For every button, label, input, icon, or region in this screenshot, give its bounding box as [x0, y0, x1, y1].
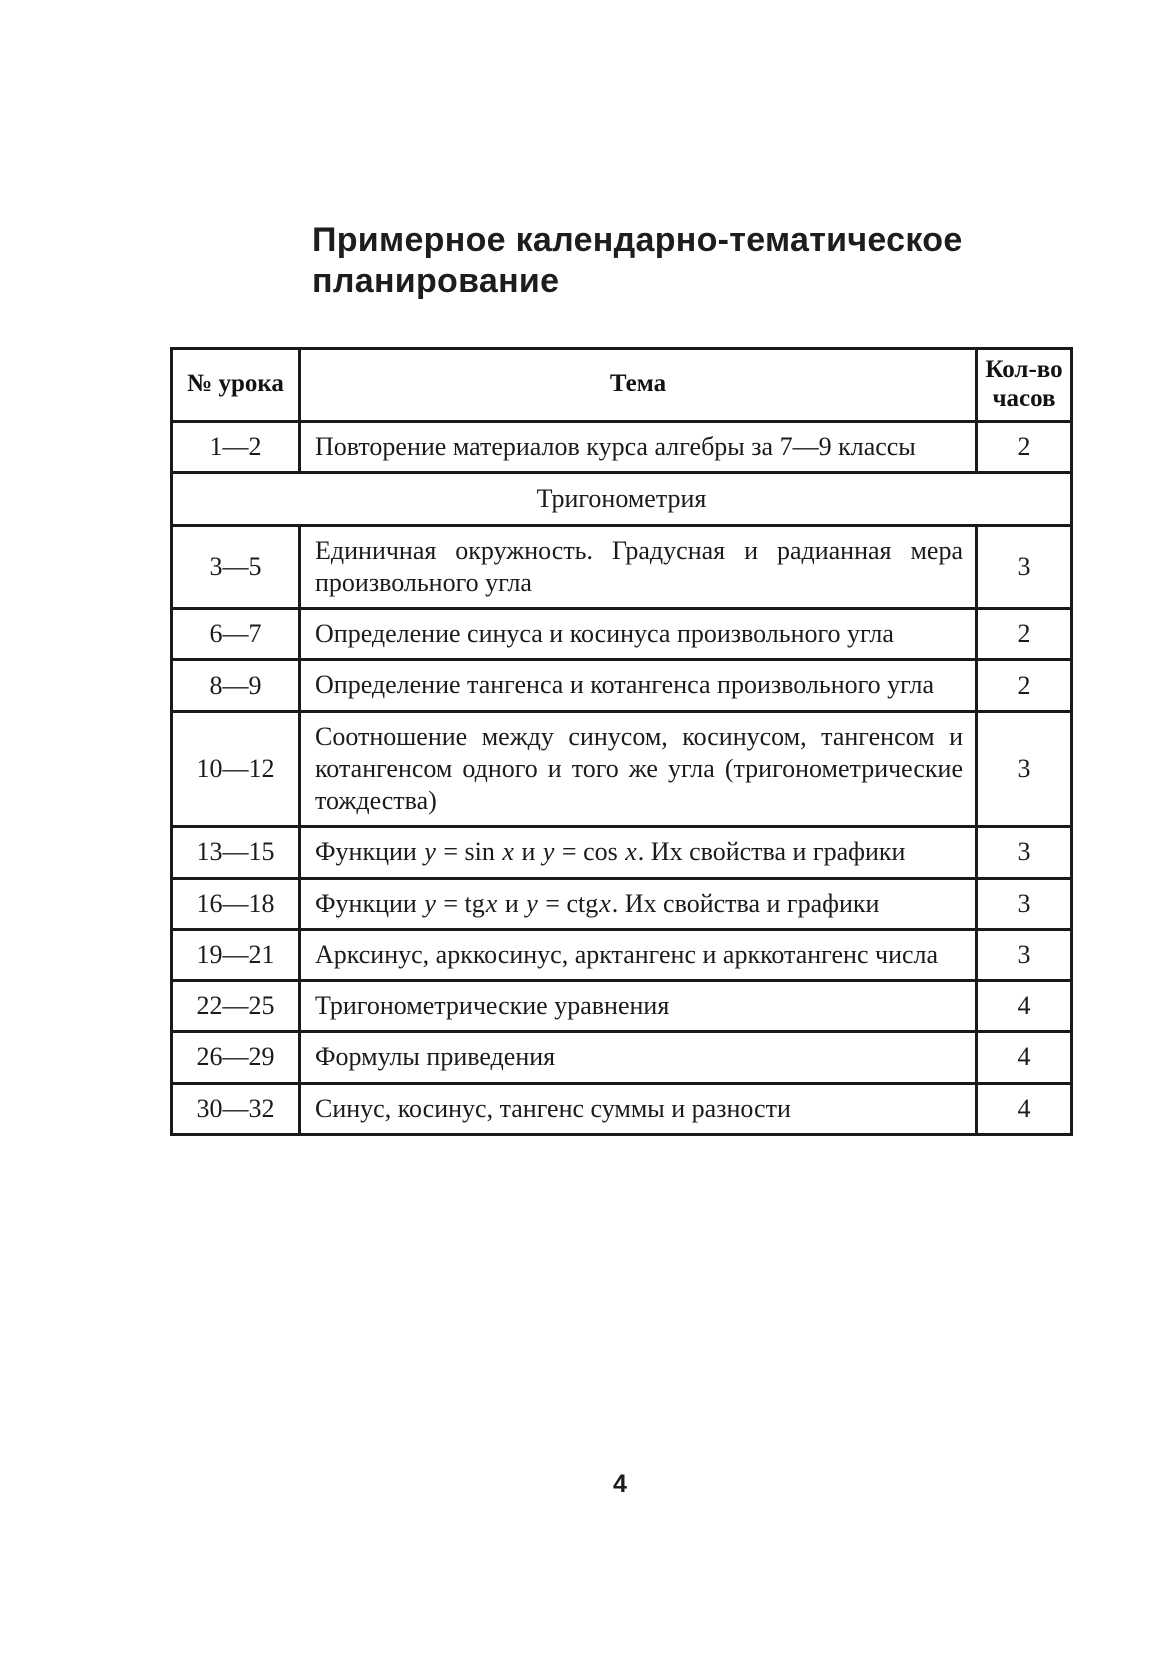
table-row: [172, 1083, 1072, 1134]
lesson-number-cell: 10—12: [172, 711, 300, 827]
lesson-number-cell: 19—21: [172, 929, 300, 980]
table-row: [172, 660, 1072, 711]
header-row: [172, 349, 1072, 422]
math-variable: x: [625, 837, 637, 867]
table-row: [172, 609, 1072, 660]
theme-cell: Определение тангенса и котангенса произвольного угла: [300, 660, 977, 711]
math-variable: x: [502, 837, 514, 867]
header-lesson-number: № урока: [172, 349, 300, 422]
lesson-number-cell: 26—29: [172, 1032, 300, 1083]
theme-cell: Формулы приведения: [300, 1032, 977, 1083]
math-variable: x: [485, 888, 498, 918]
theme-cell: Единичная окружность. Градусная и радианная мера произвольного угла: [300, 525, 977, 608]
math-variable: y: [526, 888, 538, 918]
lesson-number-cell: 13—15: [172, 827, 300, 878]
hours-cell: 4: [977, 981, 1072, 1032]
table-row: [172, 929, 1072, 980]
hours-cell: 3: [977, 929, 1072, 980]
section-row: [172, 472, 1072, 525]
theme-cell: Функции y = tgx и y = ctgx. Их свойства и графики: [300, 878, 977, 929]
lesson-number-cell: 3—5: [172, 525, 300, 608]
table-row: [172, 878, 1072, 929]
table-row: [172, 525, 1072, 608]
hours-cell: 3: [977, 711, 1072, 827]
page-title: Примерное календарно-тематическое планирование: [312, 221, 963, 300]
math-variable: y: [542, 837, 555, 867]
page-number: 4: [613, 1470, 627, 1498]
table-body: [172, 421, 1072, 1134]
table-row: [172, 827, 1072, 878]
table-row: [172, 711, 1072, 827]
theme-cell: Функции y = sin x и y = cos x. Их свойства и графики: [300, 827, 977, 878]
table-row: [172, 981, 1072, 1032]
lesson-number-cell: 30—32: [172, 1083, 300, 1134]
table-row: [172, 421, 1072, 472]
header-theme: Тема: [300, 349, 977, 422]
theme-cell: Арксинус, арккосинус, арктангенс и арккотангенс числа: [300, 929, 977, 980]
hours-cell: 2: [977, 609, 1072, 660]
table-header: [172, 349, 1072, 422]
hours-cell: 3: [977, 878, 1072, 929]
hours-cell: 2: [977, 660, 1072, 711]
lesson-number-cell: 1—2: [172, 421, 300, 472]
theme-cell: Повторение материалов курса алгебры за 7—9 классы: [300, 421, 977, 472]
hours-cell: 4: [977, 1083, 1072, 1134]
section-title: Тригонометрия: [172, 472, 1072, 525]
planning-table: [170, 347, 1073, 1136]
hours-cell: 2: [977, 421, 1072, 472]
header-hours: Кол-во часов: [977, 349, 1072, 422]
table-row: [172, 1032, 1072, 1083]
math-variable: x: [599, 888, 611, 918]
lesson-number-cell: 16—18: [172, 878, 300, 929]
lesson-number-cell: 6—7: [172, 609, 300, 660]
theme-cell: Определение синуса и косинуса произвольного угла: [300, 609, 977, 660]
hours-cell: 4: [977, 1032, 1072, 1083]
theme-cell: Синус, косинус, тангенс суммы и разности: [300, 1083, 977, 1134]
theme-cell: Тригонометрические уравнения: [300, 981, 977, 1032]
hours-cell: 3: [977, 525, 1072, 608]
lesson-number-cell: 22—25: [172, 981, 300, 1032]
math-variable: y: [424, 837, 436, 867]
lesson-number-cell: 8—9: [172, 660, 300, 711]
math-variable: y: [424, 888, 436, 918]
hours-cell: 3: [977, 827, 1072, 878]
theme-cell: Соотношение между синусом, косинусом, тангенсом и котангенсом одного и того же угла (тригонометрические тождества): [300, 711, 977, 827]
